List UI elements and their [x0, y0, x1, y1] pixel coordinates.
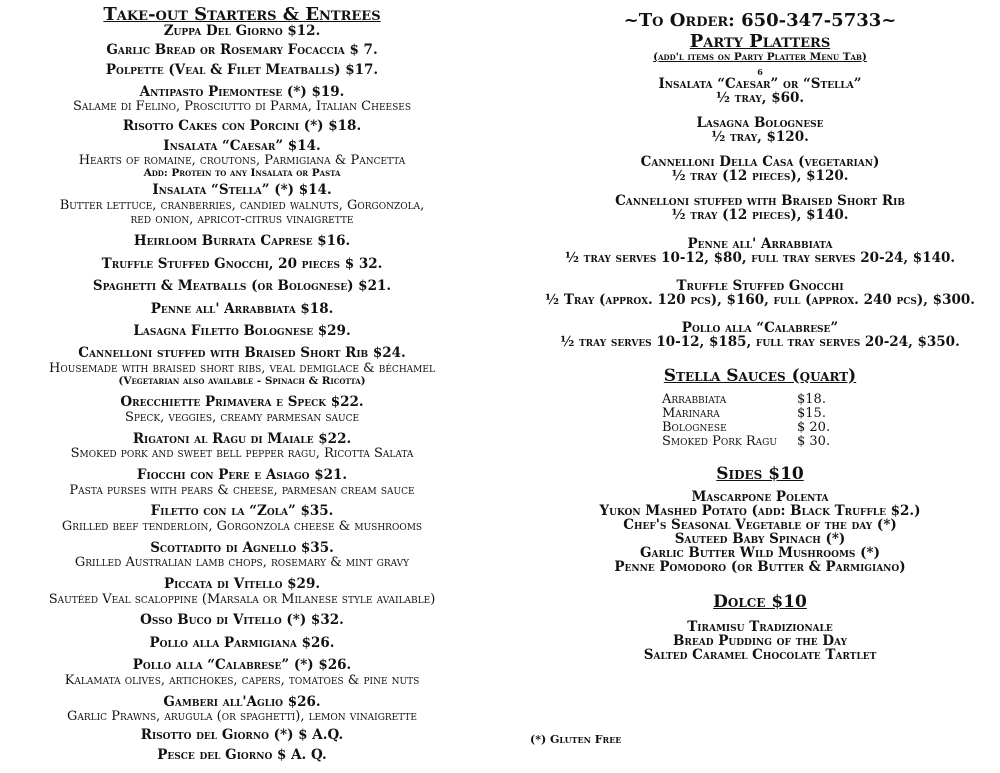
platter-item: Cannelloni Della Casa (vegetarian) — [640, 154, 880, 170]
menu-item-note: (Vegetarian also available - Spinach & Ricotta) — [118, 375, 366, 387]
menu-item: Pesce del Giorno $ A. Q. — [157, 747, 327, 763]
small-number: 6 — [757, 67, 763, 77]
dolce-item: Salted Caramel Chocolate Tartlet — [643, 647, 877, 663]
sauces-title: Stella Sauces (quart) — [663, 366, 857, 386]
menu-item: Penne all' Arrabbiata $18. — [150, 301, 334, 317]
side-item: Chef's Seasonal Vegetable of the day (*) — [623, 517, 897, 533]
menu-item: Lasagna Filetto Bolognese $29. — [133, 323, 351, 339]
party-platters-title: Party Platters — [689, 31, 831, 52]
platter-item: Insalata “Caesar” or “Stella” — [658, 76, 862, 92]
platter-price: ½ Tray (approx. 120 pcs), $160, full (approx. 240 pcs), $300. — [545, 292, 975, 308]
sauce-price: $ 20. — [797, 420, 831, 435]
menu-item-description: Butter lettuce, cranberries, candied walnuts, Gorgonzola, — [59, 198, 425, 213]
dolce-item: Tiramisu Tradizionale — [687, 619, 833, 635]
sauce-price: $18. — [797, 392, 826, 407]
menu-item: Risotto Cakes con Porcini (*) $18. — [122, 118, 362, 134]
menu-item-description: Sautéed Veal scaloppine (Marsala or Milanese style available) — [48, 592, 436, 607]
menu-item: Osso Buco di Vitello (*) $32. — [140, 612, 344, 628]
platter-item: Lasagna Bolognese — [696, 115, 824, 131]
platter-item: Cannelloni stuffed with Braised Short Rib — [615, 193, 905, 209]
menu-item: Pollo alla “Calabrese” (*) $26. — [132, 657, 352, 673]
sauce-price: $ 30. — [797, 434, 831, 449]
side-item: Garlic Butter Wild Mushrooms (*) — [640, 545, 880, 561]
side-item: Yukon Mashed Potato (add: Black Truffle $2.) — [599, 503, 921, 519]
platter-price: ½ tray, $120. — [711, 129, 809, 145]
menu-item: Insalata “Stella” (*) $14. — [152, 182, 332, 198]
side-item: Penne Pomodoro (or Butter & Parmigiano) — [614, 559, 906, 575]
menu-item: Fiocchi con Pere e Asiago $21. — [136, 467, 348, 483]
platter-price: ½ tray (12 pieces), $140. — [671, 207, 849, 223]
menu-item: Heirloom Burrata Caprese $16. — [133, 233, 351, 249]
sauces-list — [662, 393, 862, 449]
platter-price: ½ tray serves 10-12, $80, full tray serves 20-24, $140. — [564, 250, 956, 266]
menu-item: Spaghetti & Meatballs (or Bolognese) $21. — [92, 278, 392, 294]
sides-title: Sides $10 — [716, 464, 804, 484]
menu-item: Gamberi all'Aglio $26. — [163, 694, 321, 710]
side-item: Mascarpone Polenta — [691, 489, 829, 505]
menu-item-description: Hearts of romaine, croutons, Parmigiana & Pancetta — [78, 153, 406, 168]
sauce-price: $15. — [797, 406, 826, 421]
gluten-free-footnote: (*) Gluten Free — [530, 733, 622, 746]
menu-item-description: red onion, apricot-citrus vinaigrette — [130, 212, 354, 227]
order-phone-heading: ~To Order: 650-347-5733~ — [623, 10, 897, 31]
menu-item: Cannelloni stuffed with Braised Short Rib $24. — [78, 345, 406, 361]
sauce-row — [662, 435, 862, 449]
starters-entrees-title: Take-out Starters & Entrees — [103, 4, 381, 25]
menu-item: Zuppa Del Giorno $12. — [163, 23, 321, 39]
platter-price: ½ tray serves 10-12, $185, full tray serves 20-24, $350. — [560, 334, 960, 350]
sauce-row — [662, 407, 862, 421]
menu-item: Scottadito di Agnello $35. — [150, 540, 334, 556]
platter-item: Truffle Stuffed Gnocchi — [676, 278, 844, 294]
party-platters-note: (add'l items on Party Platter Menu Tab) — [653, 51, 867, 63]
sauce-name: Marinara — [662, 406, 720, 421]
sauce-row — [662, 421, 862, 435]
menu-item: Truffle Stuffed Gnocchi, 20 pieces $ 32. — [101, 256, 383, 272]
menu-item: Polpette (Veal & Filet Meatballs) $17. — [105, 62, 379, 78]
menu-item-description: Pasta purses with pears & cheese, parmesan cream sauce — [69, 483, 415, 498]
menu-item: Piccata di Vitello $29. — [163, 576, 321, 592]
sauce-name: Smoked Pork Ragu — [662, 434, 777, 449]
menu-item: Rigatoni al Ragu di Maiale $22. — [132, 431, 352, 447]
menu-item-description: Grilled beef tenderloin, Gorgonzola cheese & mushrooms — [61, 519, 423, 534]
menu-item: Garlic Bread or Rosemary Focaccia $ 7. — [106, 42, 378, 58]
menu-item: Insalata “Caesar” $14. — [163, 138, 321, 154]
sauce-name: Bolognese — [662, 420, 727, 435]
platter-price: ½ tray, $60. — [715, 90, 805, 106]
platter-price: ½ tray (12 pieces), $120. — [671, 168, 849, 184]
menu-item-description: Grilled Australian lamb chops, rosemary & mint gravy — [74, 555, 410, 570]
menu-item: Risotto del Giorno (*) $ A.Q. — [140, 727, 344, 743]
menu-item-description: Garlic Prawns, arugula (or spaghetti), lemon vinaigrette — [66, 709, 417, 724]
menu-item-description: Speck, veggies, creamy parmesan sauce — [124, 410, 360, 425]
menu-item-description: Kalamata olives, artichokes, capers, tomatoes & pine nuts — [64, 673, 420, 688]
menu-item-description: Smoked pork and sweet bell pepper ragu, Ricotta Salata — [70, 446, 414, 461]
menu-item: Antipasto Piemontese (*) $19. — [139, 84, 345, 100]
menu-item-note: Add: Protein to any Insalata or Pasta — [143, 167, 341, 179]
menu-item-description: Salame di Felino, Prosciutto di Parma, Italian Cheeses — [72, 99, 412, 114]
menu-item: Filetto con la “Zola” $35. — [150, 503, 334, 519]
sauce-name: Arrabbiata — [662, 392, 727, 407]
platter-item: Pollo alla “Calabrese” — [681, 320, 839, 336]
side-item: Sauteed Baby Spinach (*) — [674, 531, 846, 547]
menu-item: Pollo alla Parmigiana $26. — [149, 635, 335, 651]
dolce-item: Bread Pudding of the Day — [672, 633, 848, 649]
sauce-row — [662, 393, 862, 407]
dolce-title: Dolce $10 — [713, 592, 807, 612]
menu-item-description: Housemade with braised short ribs, veal demiglace & béchamel — [49, 361, 435, 376]
platter-item: Penne all' Arrabbiata — [687, 236, 833, 252]
menu-item: Orecchiette Primavera e Speck $22. — [120, 394, 364, 410]
